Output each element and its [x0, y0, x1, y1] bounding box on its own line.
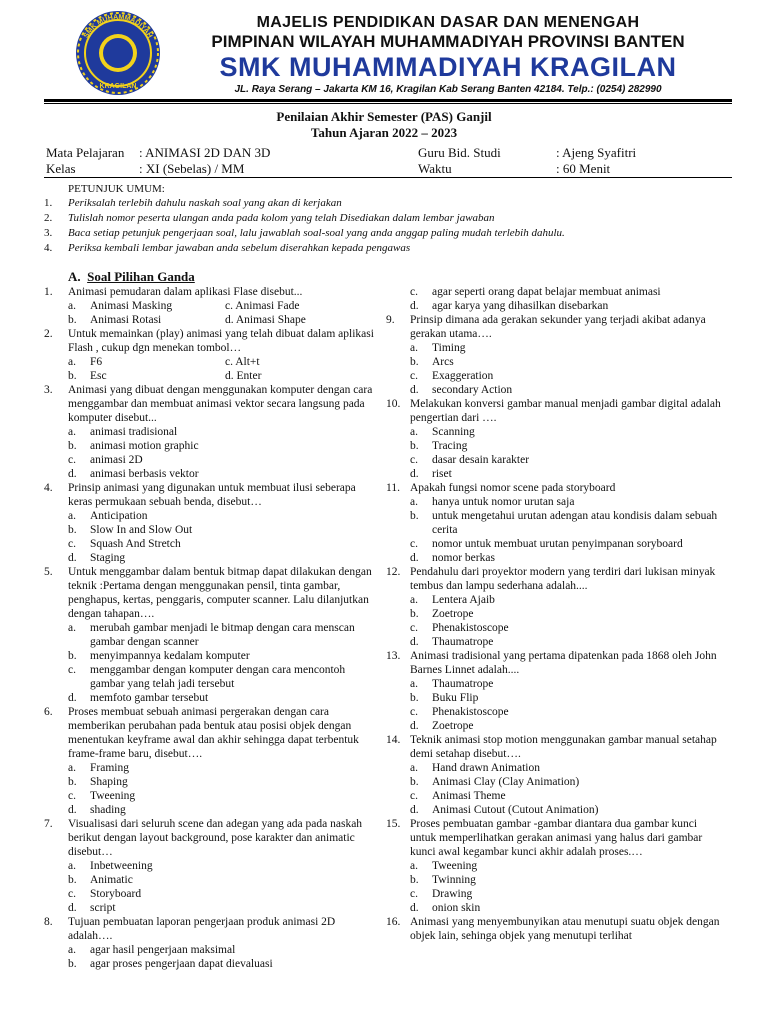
- option: a. Lentera Ajaib: [410, 594, 495, 606]
- option: b. Shaping: [68, 776, 128, 788]
- info-rule: [44, 177, 732, 178]
- teacher-value: : Ajeng Syafitri: [556, 145, 637, 160]
- question-2: 2. Untuk memainkan (play) animasi yang telah dibuat dalam aplikasi Flash , cukup dgn menekan tombol…: [44, 328, 374, 354]
- option: c. Exaggeration: [410, 370, 494, 382]
- option: b. Animasi Clay (Clay Animation): [410, 776, 580, 788]
- header-rule-thin: [44, 103, 732, 104]
- option: d. Staging: [68, 552, 126, 564]
- question-8: 8. Tujuan pembuatan laporan pengerjaan produk animasi 2D adalah….: [44, 916, 336, 942]
- option: b. menyimpannya kedalam komputer: [68, 650, 250, 662]
- left-column: [44, 285, 382, 971]
- option: d. onion skin: [410, 902, 481, 914]
- option: d. shading: [68, 804, 126, 816]
- option: c. nomor untuk membuat urutan penyimpanan soryboard: [410, 538, 683, 550]
- question-7: 7. Visualisasi dari seluruh scene dan adegan yang ada pada naskah berikut dengan layout background, pose karakter dan animatic disebut…: [44, 818, 363, 858]
- option: a. Timing: [410, 342, 466, 354]
- option: c. agar seperti orang dapat belajar membuat animasi: [410, 286, 661, 298]
- option: c. Drawing: [410, 888, 473, 900]
- time-label: Waktu: [418, 161, 452, 176]
- section-heading: A. Soal Pilihan Ganda: [68, 269, 195, 284]
- option: b. untuk mengetahui urutan adengan atau kondisis dalam sebuah cerita: [410, 510, 718, 536]
- subject-value: : ANIMASI 2D DAN 3D: [139, 145, 271, 160]
- question-10: 10. Melakukan konversi gambar manual menjadi gambar digital adalah pengertian dari ….: [386, 398, 721, 424]
- option: a. Anticipation: [68, 510, 148, 522]
- option: d. animasi berbasis vektor: [68, 468, 199, 480]
- option: b. agar proses pengerjaan dapat dievaluasi: [68, 958, 273, 970]
- option: b. Buku Flip: [410, 692, 479, 704]
- instruction-item: 1. Periksalah terlebih dahulu naskah soal yang akan di kerjakan: [44, 197, 342, 209]
- option: a. hanya untuk nomor urutan saja: [410, 496, 575, 508]
- subject-label: Mata Pelajaran: [46, 145, 125, 160]
- school-logo: [66, 10, 170, 96]
- option: a. Hand drawn Animation: [410, 762, 540, 774]
- option: a. Inbetweening: [68, 860, 153, 872]
- right-column: [386, 285, 726, 943]
- question-12: 12. Pendahulu dari proyektor modern yang terdiri dari lukisan minyak tembus dan lampu sederhana adalah....: [386, 566, 716, 592]
- option: b. Twinning: [410, 874, 476, 886]
- option: c. Phenakistoscope: [410, 622, 509, 634]
- question-13: 13. Animasi tradisional yang pertama dipatenkan pada 1868 oleh John Barnes Linnet adalah....: [386, 650, 717, 676]
- option: a. merubah gambar menjadi le bitmap dengan cara menscan gambar dengan scanner: [68, 622, 355, 648]
- option: d. secondary Action: [410, 384, 513, 396]
- option: a. Thaumatrope: [410, 678, 494, 690]
- question-5: 5. Untuk menggambar dalam bentuk bitmap dapat dilakukan dengan teknik :Pertama dengan menggunakan pensil, tinta gambar, penghapus, kertas, penggaris, computer scanner. Lalu dilanjutkan dengan tahapan….: [44, 566, 372, 620]
- header-line2: PIMPINAN WILAYAH MUHAMMADIYAH PROVINSI BANTEN: [211, 32, 685, 51]
- options-row: a. F6 c. Alt+t: [68, 356, 260, 368]
- teacher-label: Guru Bid. Studi: [418, 145, 501, 160]
- option: b. Slow In and Slow Out: [68, 524, 193, 536]
- option: a. Tweening: [410, 860, 478, 872]
- question-1: 1. Animasi pemudaran dalam aplikasi Flase disebut...: [44, 286, 303, 298]
- letterhead: [0, 0, 768, 100]
- option: b. Arcs: [410, 356, 454, 368]
- header-line1: MAJELIS PENDIDIKAN DASAR DAN MENENGAH: [256, 14, 640, 31]
- option: a. Framing: [68, 762, 129, 774]
- school-name: SMK MUHAMMADIYAH KRAGILAN: [219, 52, 677, 82]
- option: d. script: [68, 902, 116, 914]
- option: c. Squash And Stretch: [68, 538, 181, 550]
- option: c. animasi 2D: [68, 454, 143, 466]
- instructions-heading: PETUNJUK UMUM:: [68, 183, 165, 195]
- option: a. agar hasil pengerjaan maksimal: [68, 944, 236, 956]
- option: d. Animasi Cutout (Cutout Animation): [410, 804, 599, 816]
- instructions: [44, 182, 744, 256]
- question-14: 14. Teknik animasi stop motion menggunakan gambar manual setahap demi setahap disebut….: [386, 734, 717, 760]
- option: c. dasar desain karakter: [410, 454, 530, 466]
- option: b. Animatic: [68, 874, 133, 886]
- question-16: 16. Animasi yang menyembunyikan atau menutupi suatu objek dengan objek lain, sehinga objek yang menutupi terlihat: [386, 916, 720, 942]
- class-label: Kelas: [46, 161, 76, 176]
- question-6: 6. Proses membuat sebuah animasi pergerakan dengan cara memberikan perubahan pada bentuk atau posisi objek dengan menentukan keyframe awal dan akhir sehingga dapat terbentuk frame-frame baru, disebut….: [44, 706, 359, 760]
- option: c. Storyboard: [68, 888, 142, 900]
- option: d. memfoto gambar tersebut: [68, 692, 209, 704]
- option: c. Tweening: [68, 790, 136, 802]
- time-value: : 60 Menit: [556, 161, 611, 176]
- option: d. Thaumatrope: [410, 636, 494, 648]
- option: d. agar karya yang dihasilkan disebarkan: [410, 300, 609, 312]
- options-row: a. Animasi Masking c. Animasi Fade: [68, 300, 300, 312]
- question-15: 15. Proses pembuatan gambar -gambar diantara dua gambar kunci untuk memperlihatkan gerakan animasi yang halus dari gambar kunci awal kegambar kunci akhir adalah proses.…: [386, 818, 703, 858]
- option: b. animasi motion graphic: [68, 440, 199, 452]
- option: d. nomor berkas: [410, 552, 495, 564]
- instruction-item: 2. Tulislah nomor peserta ulangan anda pada kolom yang telah Disediakan dalam lembar jawaban: [44, 212, 495, 224]
- option: a. Scanning: [410, 426, 475, 438]
- question-4: 4. Prinsip animasi yang digunakan untuk membuat ilusi seberapa keras permukaan sebuah benda, disebut…: [44, 482, 356, 508]
- header-rule: [44, 99, 732, 102]
- option: c. Phenakistoscope: [410, 706, 509, 718]
- option: c. menggambar dengan komputer dengan cara mencontoh gambar yang telah jadi tersebut: [68, 664, 346, 690]
- question-11: 11. Apakah fungsi nomor scene pada storyboard: [386, 482, 616, 494]
- option: b. Tracing: [410, 440, 468, 452]
- instruction-item: 4. Periksa kembali lembar jawaban anda sebelum diserahkan kepada pengawas: [44, 242, 411, 254]
- option: d. Zoetrope: [410, 720, 474, 732]
- options-row: b. Animasi Rotasi d. Animasi Shape: [68, 314, 306, 326]
- question-9: 9. Prinsip dimana ada gerakan sekunder yang terjadi akibat adanya gerakan utama….: [386, 314, 706, 340]
- options-row: b. Esc d. Enter: [68, 370, 262, 382]
- option: c. Animasi Theme: [410, 790, 506, 802]
- option: d. riset: [410, 468, 452, 480]
- exam-title: Penilaian Akhir Semester (PAS) Ganjil: [276, 109, 492, 124]
- class-value: : XI (Sebelas) / MM: [139, 161, 245, 176]
- instruction-item: 3. Baca setiap petunjuk pengerjaan soal, lalu jawablah soal-soal yang anda anggap paling mudah terlebih dahulu.: [44, 227, 565, 239]
- school-address: JL. Raya Serang – Jakarta KM 16, Kragilan Kab Serang Banten 42184. Telp.: (0254) 282990: [234, 84, 662, 95]
- logo-bottom-text: KRAGILAN: [99, 83, 137, 90]
- option: b. Zoetrope: [410, 608, 474, 620]
- logo-top-text: SMK MUHAMMADIYAH: [82, 13, 154, 40]
- option: a. animasi tradisional: [68, 426, 178, 438]
- question-3: 3. Animasi yang dibuat dengan menggunakan komputer dengan cara menggambar dan membuat animasi vektor secara langsung pada komputer disebut...: [44, 384, 373, 424]
- exam-year: Tahun Ajaran 2022 – 2023: [310, 125, 458, 140]
